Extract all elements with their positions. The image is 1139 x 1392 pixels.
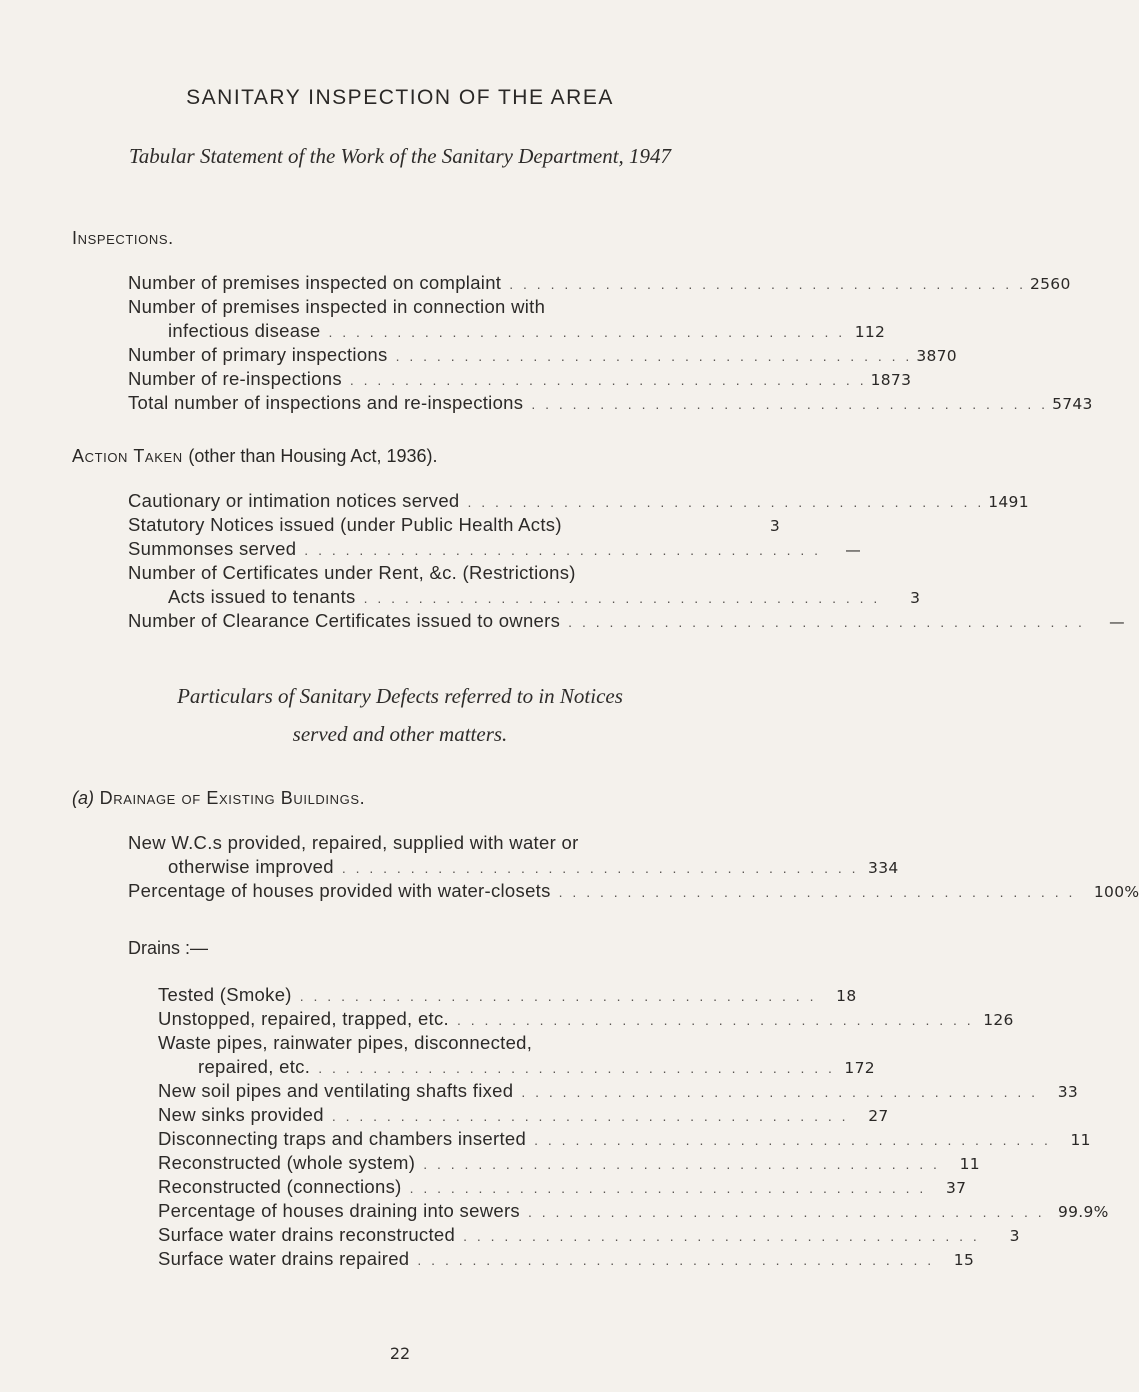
dot-leader: . . . . . . . . . . . . . . . . . . . . . . . . . . . . . . . . . . . . . . — [328, 324, 846, 340]
dot-leader: . . . . . . . . . . . . . . . . . . . . . . . . . . . . . . . . . . . . . . — [534, 1132, 1051, 1148]
row-label: Number of premises inspected in connection with — [128, 296, 546, 317]
page-title: SANITARY INSPECTION OF THE AREA — [186, 86, 614, 109]
row-value: 1873 — [870, 371, 912, 389]
dot-leader: . . . . . . . . . . . . . . . . . . . . . . . . . . . . . . . . . . . . . . — [299, 988, 817, 1004]
drainage-row — [128, 880, 1139, 906]
row-value: 33 — [1057, 1083, 1079, 1101]
drains-row — [158, 1152, 980, 1178]
row-value: 11 — [1070, 1131, 1091, 1149]
action-heading — [72, 446, 437, 467]
row-value: 3870 — [916, 347, 957, 365]
drainage-heading — [72, 788, 365, 809]
row-label: Number of Certificates under Rent, &c. (Restrictions) — [128, 562, 576, 583]
drains-row — [158, 1008, 1014, 1034]
row-label: Waste pipes, rainwater pipes, disconnected, — [158, 1032, 533, 1053]
row-label: Summonses served — [128, 538, 297, 559]
inspection-row — [128, 296, 780, 322]
dot-leader: . . . . . . . . . . . . . . . . . . . . . . . . . . . . . . . . . . . . . . — [395, 348, 913, 364]
row-value: 27 — [868, 1107, 889, 1125]
dot-leader: . . . . . . . . . . . . . . . . . . . . . . . . . . . . . . . . . . . . . . — [527, 1204, 1045, 1220]
row-value: — — [1109, 613, 1125, 631]
dot-leader: . . . . . . . . . . . . . . . . . . . . . . . . . . . . . . . . . . . . . . — [568, 614, 1085, 630]
row-label: repaired, etc. — [198, 1056, 311, 1077]
page-subtitle: Tabular Statement of the Work of the Sanitary Department, 1947 — [128, 144, 672, 168]
action-row — [128, 514, 780, 540]
drains-row — [158, 984, 857, 1010]
dot-leader: . . . . . . . . . . . . . . . . . . . . . . . . . . . . . . . . . . . . . . — [331, 1108, 849, 1124]
row-label: New sinks provided — [158, 1104, 324, 1125]
drains-row — [198, 1056, 875, 1082]
row-value: — — [845, 541, 862, 559]
row-label: Surface water drains repaired — [158, 1248, 410, 1269]
dot-leader: . . . . . . . . . . . . . . . . . . . . . . . . . . . . . . . . . . . . . . — [304, 542, 822, 558]
dot-leader: . . . . . . . . . . . . . . . . . . . . . . . . . . . . . . . . . . . . . . — [423, 1156, 940, 1172]
row-label: Disconnecting traps and chambers inserted — [158, 1128, 527, 1149]
row-label: Acts issued to tenants — [168, 586, 356, 607]
inspection-row — [128, 392, 1093, 418]
dot-leader: . . . . . . . . . . . . . . . . . . . . . . . . . . . . . . . . . . . . . . — [558, 884, 1076, 900]
drainage-heading-text: Drainage of Existing Buildings. — [99, 788, 366, 808]
drains-row — [158, 1080, 1079, 1106]
drains-row — [158, 1200, 1109, 1226]
row-label: Unstopped, repaired, trapped, etc. — [158, 1008, 449, 1029]
row-label: Number of Clearance Certificates issued to owners — [128, 610, 561, 631]
inspections-heading: Inspections. — [72, 228, 174, 248]
row-value: 11 — [959, 1155, 980, 1173]
dot-leader: . . . . . . . . . . . . . . . . . . . . . . . . . . . . . . . . . . . . . . — [521, 1084, 1039, 1100]
drainage-row — [128, 832, 780, 858]
row-label: Percentage of houses provided with water-closets — [128, 880, 551, 901]
dot-leader: . . . . . . . . . . . . . . . . . . . . . . . . . . . . . . . . . . . . . . — [363, 590, 881, 606]
row-value: 15 — [953, 1251, 975, 1269]
row-value: 172 — [844, 1059, 875, 1077]
drains-row — [158, 1248, 975, 1274]
action-row — [128, 538, 862, 564]
action-row — [128, 610, 1125, 636]
row-label: Tested (Smoke) — [158, 984, 292, 1005]
action-row — [128, 562, 780, 588]
row-value: 3 — [1009, 1227, 1020, 1245]
dot-leader: . . . . . . . . . . . . . . . . . . . . . . . . . . . . . . . . . . . . . . — [341, 860, 859, 876]
row-label: Total number of inspections and re-inspections — [128, 392, 524, 413]
dot-leader: . . . . . . . . . . . . . . . . . . . . . . . . . . . . . . . . . . . . . . — [509, 276, 1026, 292]
action-heading-text: Action Taken — [72, 446, 183, 466]
row-label: New W.C.s provided, repaired, supplied with water or — [128, 832, 579, 853]
row-value: 5743 — [1052, 395, 1093, 413]
row-value: 126 — [983, 1011, 1014, 1029]
row-label: Surface water drains reconstructed — [158, 1224, 456, 1245]
row-value: 3 — [910, 589, 921, 607]
inspection-row — [128, 272, 1071, 298]
inspection-row — [128, 344, 957, 370]
row-label: Cautionary or intimation notices served — [128, 490, 460, 511]
row-value: 18 — [836, 987, 857, 1005]
row-label: Percentage of houses draining into sewers — [158, 1200, 520, 1221]
drains-row — [158, 1104, 889, 1130]
dot-leader: . . . . . . . . . . . . . . . . . . . . . . . . . . . . . . . . . . . . . . — [463, 1228, 980, 1244]
row-value: 112 — [854, 323, 886, 341]
dot-leader: . . . . . . . . . . . . . . . . . . . . . . . . . . . . . . . . . . . . . . — [318, 1060, 835, 1076]
particulars-heading-line1: Particulars of Sanitary Defects referred to in Notices — [177, 684, 623, 708]
row-label: New soil pipes and ventilating shafts fixed — [158, 1080, 514, 1101]
page-number: 22 — [389, 1344, 411, 1363]
drains-row — [158, 1224, 1020, 1250]
dot-leader: . . . . . . . . . . . . . . . . . . . . . . . . . . . . . . . . . . . . . . — [467, 494, 985, 510]
drainage-prefix: (a) — [72, 788, 94, 808]
row-value: 3 — [769, 517, 780, 535]
particulars-heading-line2: served and other matters. — [292, 722, 508, 746]
row-value: 334 — [868, 859, 899, 877]
row-value: 99.9% — [1057, 1203, 1109, 1221]
drains-row — [158, 1128, 1091, 1154]
row-value: 2560 — [1029, 275, 1071, 293]
row-label: Number of re-inspections — [128, 368, 342, 389]
drains-heading: Drains :— — [128, 938, 209, 958]
drains-row — [158, 1176, 967, 1202]
action-row — [168, 586, 921, 612]
row-label: Statutory Notices issued (under Public Health Acts) — [128, 514, 562, 535]
dot-leader: . . . . . . . . . . . . . . . . . . . . . . . . . . . . . . . . . . . . . . — [531, 396, 1049, 412]
row-value: 37 — [945, 1179, 967, 1197]
row-label: Number of premises inspected on complaint — [128, 272, 502, 293]
inspection-row — [128, 368, 912, 394]
action-row — [128, 490, 1029, 516]
dot-leader: . . . . . . . . . . . . . . . . . . . . . . . . . . . . . . . . . . . . . . — [417, 1252, 935, 1268]
row-label: Number of primary inspections — [128, 344, 388, 365]
drainage-row — [168, 856, 899, 882]
dot-leader: . . . . . . . . . . . . . . . . . . . . . . . . . . . . . . . . . . . . . . — [456, 1012, 974, 1028]
dot-leader: . . . . . . . . . . . . . . . . . . . . . . . . . . . . . . . . . . . . . . — [349, 372, 867, 388]
action-heading-suffix: (other than Housing Act, 1936). — [188, 446, 438, 466]
row-label: Reconstructed (connections) — [158, 1176, 402, 1197]
row-value: 1491 — [988, 493, 1029, 511]
row-value: 100% — [1093, 883, 1139, 901]
drains-row — [158, 1032, 780, 1058]
row-label: Reconstructed (whole system) — [158, 1152, 416, 1173]
dot-leader: . . . . . . . . . . . . . . . . . . . . . . . . . . . . . . . . . . . . . . — [409, 1180, 927, 1196]
row-label: infectious disease — [168, 320, 321, 341]
inspection-row — [168, 320, 886, 346]
row-label: otherwise improved — [168, 856, 334, 877]
